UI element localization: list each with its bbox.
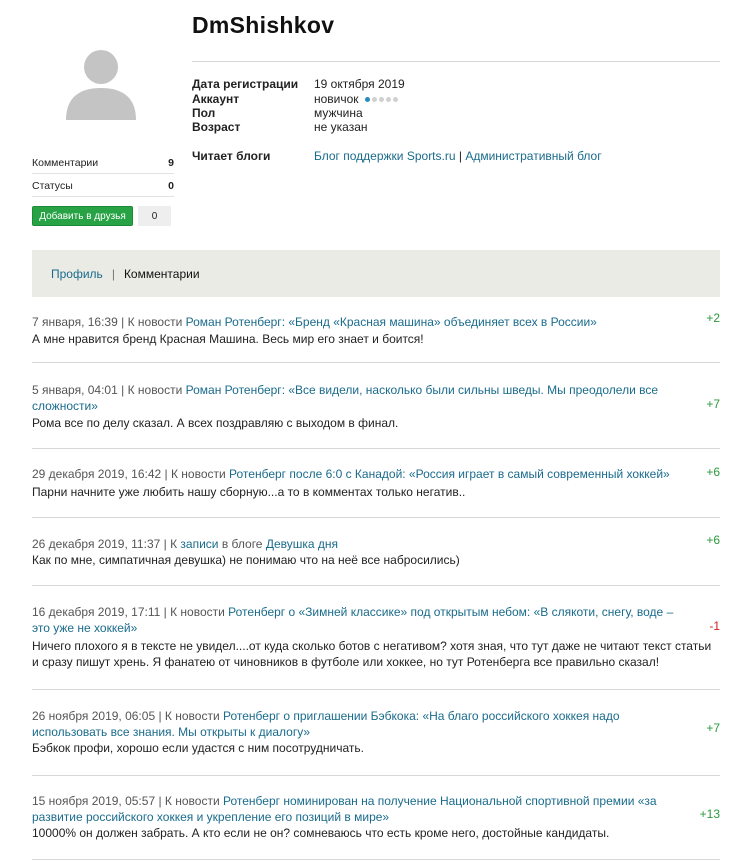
level-dot — [365, 97, 370, 102]
comment-text: Ничего плохого я в тексте не увидел....от куда сколько ботов с негативом? хотя зная, что тут даже не читают текст статьи и сразу пишут хрень. Я фанатею от чиновников в футболе или хоккее, но тут Ротенберга все правильно сказал! — [32, 639, 712, 669]
tab-comments[interactable]: Комментарии — [123, 266, 200, 281]
comment-context: | К новости — [161, 467, 230, 481]
blogs-label: Читает блоги — [192, 149, 271, 163]
comment-item — [32, 518, 720, 586]
comment-item — [32, 776, 720, 860]
level-dot — [372, 97, 377, 102]
blog-link[interactable]: Административный блог — [465, 149, 602, 163]
comment-meta — [32, 314, 687, 330]
comment-date: 7 января, 16:39 — [32, 315, 118, 329]
stat-label: Статусы — [32, 179, 73, 192]
comment-text: Рома все по делу сказал. А всех поздравляю с выходом в финал. — [32, 416, 399, 430]
level-dot — [379, 97, 384, 102]
comment-meta — [32, 536, 687, 552]
comment-item — [32, 297, 720, 363]
news-link[interactable]: Ротенберг о приглашении Бэбкока: «На благо российского хоккея надо использовать все знания. Мы открыты к диалогу» — [32, 709, 620, 739]
tab-separator: | — [111, 266, 115, 281]
comment-meta — [32, 793, 687, 825]
blog-separator: | — [458, 149, 462, 163]
comment-date: 5 января, 04:01 — [32, 383, 118, 397]
comment-text: А мне нравится бренд Красная Машина. Весь мир его знает и боится! — [32, 332, 424, 346]
stat-label: Комментарии — [32, 156, 99, 169]
comment-context: | К новости — [155, 709, 223, 723]
comment-meta — [32, 604, 687, 636]
comment-meta — [32, 382, 687, 414]
level-dot — [386, 97, 391, 102]
stat-comments[interactable] — [32, 152, 174, 174]
news-link[interactable]: Ротенберг о «Зимней классике» под открытым небом: «В слякоти, снегу, воде – это уже не хоккей» — [32, 605, 674, 635]
comment-meta — [32, 466, 687, 482]
account-label: Аккаунт — [192, 92, 240, 106]
comment-item — [32, 586, 720, 690]
comment-text: 10000% он должен забрать. А кто если не он? сомневаюсь что есть кроме него, достойные кандидаты. — [32, 826, 610, 840]
registration-label: Дата регистрации — [192, 77, 299, 91]
stat-value: 0 — [168, 179, 174, 192]
comment-date: 29 декабря 2019, 16:42 — [32, 467, 162, 481]
avatar — [62, 42, 140, 120]
comment-date: 16 декабря 2019, 17:11 — [32, 605, 161, 619]
registration-value: 19 октября 2019 — [314, 77, 405, 91]
comment-score: +2 — [706, 311, 720, 325]
comment-context: | К новости — [117, 315, 186, 329]
age-label: Возраст — [192, 120, 241, 134]
comment-context: | К новости — [117, 383, 186, 397]
comment-context: | К — [160, 537, 181, 551]
stat-value: 9 — [168, 156, 174, 169]
add-friend-button[interactable]: Добавить в друзья — [32, 206, 133, 226]
comment-item — [32, 690, 720, 776]
comment-score: +6 — [706, 533, 720, 547]
comment-date: 26 ноября 2019, 06:05 — [32, 709, 156, 723]
blog-link[interactable]: Девушка дня — [265, 537, 338, 551]
comment-text: Парни начните уже любить нашу сборную...а то в комментах только негатив.. — [32, 485, 466, 499]
post-link[interactable]: записи — [180, 537, 219, 551]
comment-text: Бэбкок профи, хорошо если удастся с ним посотрудничать. — [32, 741, 364, 755]
comment-score: +13 — [699, 807, 720, 821]
friend-count: 0 — [138, 206, 171, 226]
comment-context: | К новости — [155, 794, 223, 808]
comment-context: | К новости — [160, 605, 229, 619]
comment-item — [32, 449, 720, 518]
username: DmShishkov — [192, 12, 335, 38]
gender-label: Пол — [192, 106, 216, 120]
comment-context: в блоге — [218, 537, 266, 551]
comment-score: -1 — [709, 619, 720, 633]
profile-tabs — [32, 250, 720, 297]
news-link[interactable]: Ротенберг номинирован на получение Национальной спортивной премии «за развитие российского хоккея и укрепление его позиций в мире» — [32, 794, 657, 824]
account-level-dots — [365, 97, 398, 102]
news-link[interactable]: Роман Ротенберг: «Бренд «Красная машина» объединяет всех в России» — [185, 315, 597, 329]
comment-date: 26 декабря 2019, 11:37 — [32, 537, 161, 551]
blogs-value — [314, 149, 602, 163]
divider — [192, 61, 720, 62]
account-level-text: новичок — [314, 92, 359, 106]
comment-item — [32, 363, 720, 449]
comment-text: Как по мне, симпатичная девушка) не понимаю что на неё все набросились) — [32, 553, 460, 567]
comment-score: +7 — [706, 397, 720, 411]
level-dot — [393, 97, 398, 102]
blog-link[interactable]: Блог поддержки Sports.ru — [314, 149, 456, 163]
news-link[interactable]: Роман Ротенберг: «Все видели, насколько были сильны шведы. Мы преодолели все сложности» — [32, 383, 659, 413]
comment-score: +6 — [706, 465, 720, 479]
comment-score: +7 — [706, 721, 720, 735]
comment-date: 15 ноября 2019, 05:57 — [32, 794, 156, 808]
comment-meta — [32, 708, 687, 740]
stat-statuses[interactable] — [32, 175, 174, 197]
account-value — [314, 92, 398, 106]
tab-profile[interactable]: Профиль — [51, 266, 103, 281]
gender-value: мужчина — [314, 106, 363, 120]
age-value: не указан — [314, 120, 368, 134]
news-link[interactable]: Ротенберг после 6:0 с Канадой: «Россия играет в самый современный хоккей» — [229, 467, 670, 481]
